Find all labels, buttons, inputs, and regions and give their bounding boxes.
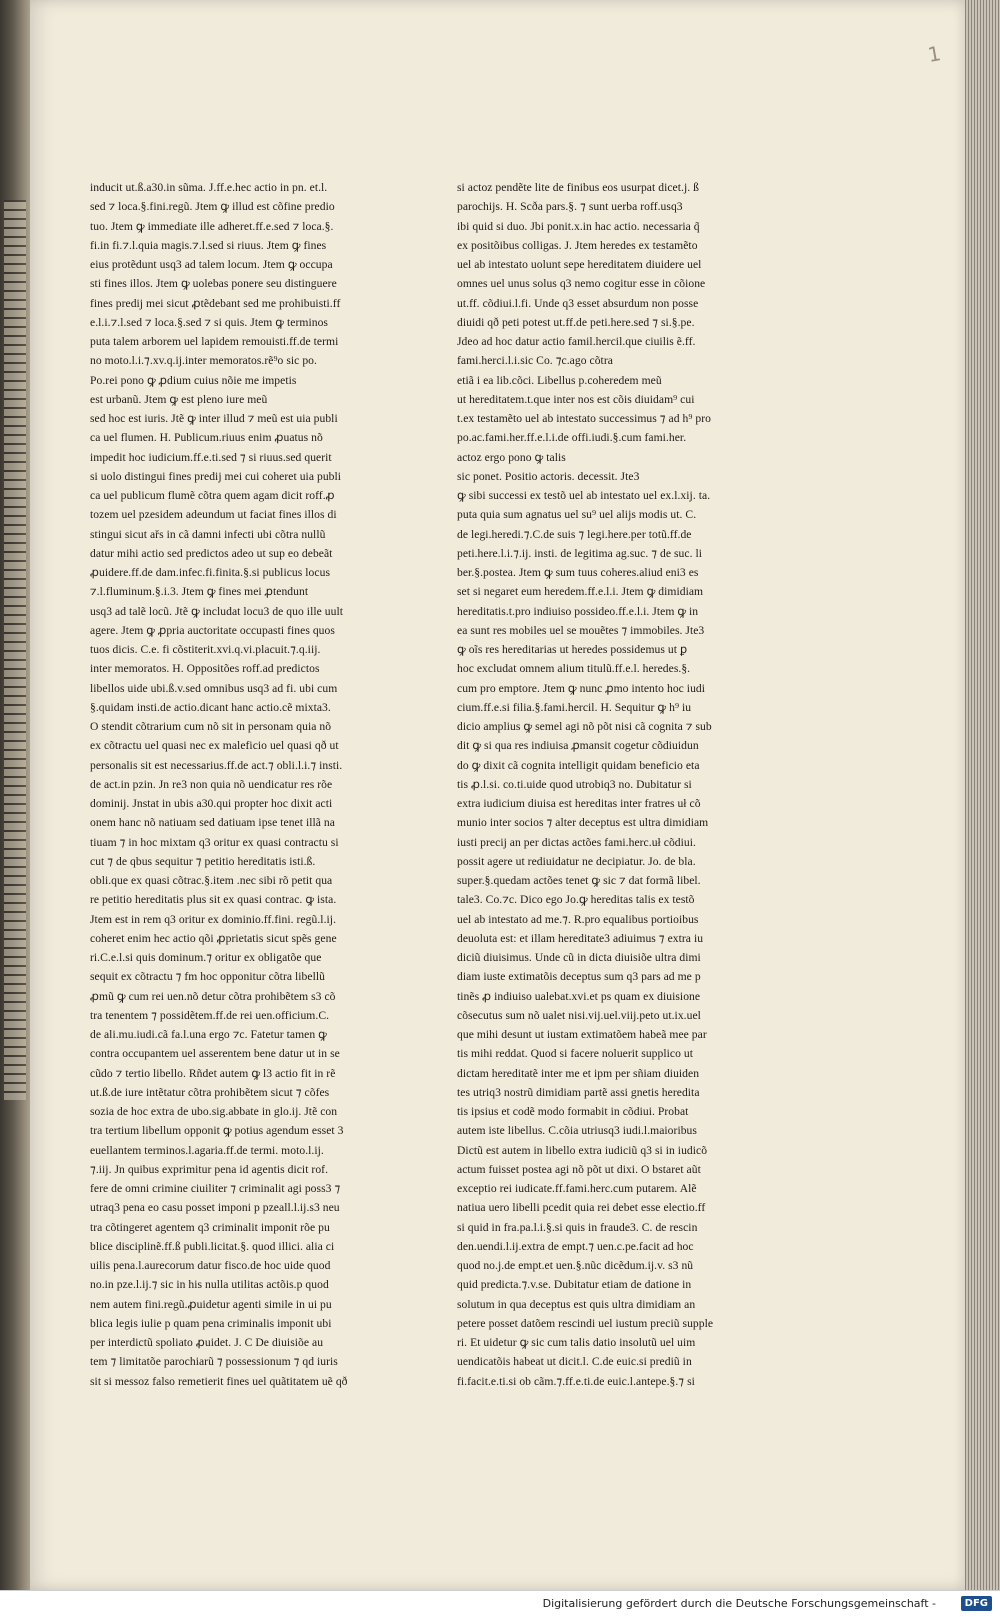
- text-line: set si negaret eum heredem.ff.e.l.i. Jtem ꝙ dimidiam: [457, 585, 704, 599]
- text-line: tem ⁊ limitatõe parochiarũ ⁊ possessionum ⁊ qd iuris: [90, 1355, 338, 1369]
- text-line: petere posset datõem rescindi uel iustum preciũ supple: [457, 1316, 714, 1330]
- text-line: peti.here.l.i.⁊.ij. insti. de legitima ag.suc. ⁊ de suc. li: [457, 546, 703, 560]
- text-line: ꝓuidere.ff.de dam.infec.fi.finita.§.si publicus locus: [90, 566, 331, 579]
- text-line: fami.herci.l.i.sic Co. ⁊c.ago cõtra: [457, 354, 613, 368]
- text-line: no.in pze.l.ij.⁊ sic in his nulla utilitas actõis.p quod: [90, 1278, 329, 1292]
- text-line: tra tenentem ⁊ possidẽtem.ff.de rei uen.officium.C.: [90, 1008, 330, 1022]
- book-right-edge: [965, 0, 1000, 1590]
- text-line: contra occupantem uel asserentem bene datur ut in se: [90, 1047, 340, 1061]
- text-line: etiã i ea lib.cõci. Libellus p.coheredem meũ: [457, 373, 662, 387]
- text-line: omnes uel unus solus q3 nemo cogitur esse in cõione: [457, 277, 706, 291]
- text-line: usq3 ad talẽ locũ. Jtẽ ꝙ includat locu3 de quo ille uult: [90, 604, 343, 618]
- text-line: solutum in qua deceptus est quis ultra dimidiam an: [457, 1297, 696, 1311]
- text-line: quid predicta.⁊.v.se. Dubitatur etiam de datione in: [457, 1278, 692, 1292]
- text-line: ꝙ oĩs res hereditarias ut heredes possidemus ut ꝑ: [457, 643, 688, 656]
- text-line: tra tertium libellum opponit ꝙ potius agendum esset 3: [90, 1124, 344, 1138]
- text-line: dominij. Jnstat in ubis a30.qui propter hoc dixit acti: [90, 797, 333, 810]
- text-line: possit agere ut rediuidatur ne decipiatur. Jo. de bla.: [457, 854, 696, 868]
- text-line: tra cõtingeret agentem q3 criminalit imponit rõe pu: [90, 1220, 330, 1234]
- text-line: sed hoc est iuris. Jtẽ ꝙ inter illud ⁊ meũ est uia publi: [90, 412, 338, 425]
- text-line: §.quidam insti.de actio.dicant hanc actio.cẽ mixta3.: [90, 700, 331, 714]
- footer-credit-text: Digitalisierung gefördert durch die Deutsche Forschungsgemeinschaft -: [542, 1597, 936, 1610]
- text-line: ⁊.iij. Jn quibus exprimitur pena id agentis dicit rof.: [90, 1162, 329, 1176]
- text-line: uendicatõis habeat ut dicit.l. C.de euic.si prediũ in: [457, 1355, 692, 1369]
- text-line: cum pro emptore. Jtem ꝙ nunc ꝓmo intento hoc iudi: [457, 681, 706, 695]
- text-line: cium.ff.e.si filia.§.fami.hercil. H. Sequitur ꝙ h⁹ iu: [457, 700, 692, 714]
- text-line: de ali.mu.iudi.cã fa.l.una ergo ⁊c. Fatetur tamen ꝙ: [90, 1028, 327, 1041]
- text-line: O stendit cõtrarium cum nõ sit in personam quia nõ: [90, 720, 332, 733]
- text-line: Dictũ est autem in libello extra iudiciũ q3 si in iudicõ: [457, 1143, 708, 1157]
- text-line: sti fines illos. Jtem ꝙ uolebas ponere seu distinguere: [90, 277, 337, 291]
- text-line: utraq3 pena eo casu posset imponi p pzeall.l.ij.s3 neu: [90, 1201, 340, 1215]
- text-line: munio inter socios ⁊ alter deceptus est ultra dimidiam: [457, 816, 709, 830]
- text-line: Po.rei pono ꝙ ꝓdium cuius nõie me impetis: [90, 373, 297, 387]
- text-line: tozem uel pzesidem adeundum ut faciat fines illos di: [90, 508, 337, 522]
- text-line: tiuam ⁊ in hoc mixtam q3 oritur ex quasi contractu si: [90, 835, 339, 849]
- text-line: tinẽs ꝓ indiuiso ualebat.xvi.et ps quam ex diuisione: [457, 989, 701, 1003]
- text-line: extra iudicium diuisa est hereditas inter fratres uł cõ: [457, 797, 701, 810]
- text-line: Jtem est in rem q3 oritur ex dominio.ff.fini. regũ.l.ij.: [90, 912, 337, 926]
- text-line: puta talem arborem uel lapidem remouisti.ff.de termi: [90, 335, 339, 348]
- text-line: ꝙ sibi successi ex testõ uel ab intestato uel ex.l.xij. ta.: [457, 489, 711, 502]
- text-line: obli.que ex quasi cõtrac.§.item .nec sibi rõ petit qua: [90, 874, 333, 887]
- text-line: no moto.l.i.⁊.xv.q.ij.inter memoratos.rẽ⁹o sic po.: [90, 354, 317, 368]
- text-line: cõsecutus sum nõ ualet nisi.vij.uel.viij.peto ut.ix.uel: [457, 1008, 701, 1022]
- text-line: Jdeo ad hoc datur actio famil.hercil.que ciuilis ẽ.ff.: [457, 335, 696, 348]
- text-line: eius protẽdunt usq3 ad talem locum. Jtem ꝙ occupa: [90, 258, 333, 271]
- text-line: dit ꝙ si qua res indiuisa ꝓmansit cogetur cõdiuidun: [457, 739, 699, 753]
- text-line: ⁊.l.fluminum.§.i.3. Jtem ꝙ fines mei ꝓtendunt: [90, 585, 309, 599]
- text-line: puta quia sum agnatus uel su⁹ uel alijs modis ut. C.: [457, 508, 697, 522]
- text-line: uilis pena.l.aurecorum datur fisco.de hoc uide quod: [90, 1259, 331, 1272]
- text-line: fi.in fi.⁊.l.quia magis.⁊.l.sed si riuus. Jtem ꝙ fines: [90, 238, 327, 252]
- text-line: dicio amplius ꝙ semel agi nõ põt nisi cã cognita ⁊ sub: [457, 720, 712, 733]
- text-line: tis ꝓ.l.si. co.ti.uide quod utrobiq3 no. Dubitatur si: [457, 777, 692, 791]
- text-line: ca uel publicum flumẽ cõtra quem agam dicit roff.ꝓ: [90, 489, 335, 502]
- text-line: cut ⁊ de qbus sequitur ⁊ petitio hereditatis isti.ß.: [90, 854, 316, 868]
- text-line: ibi quid si duo. Jbi ponit.x.in hac actio. necessaria q̃: [457, 219, 700, 233]
- right-text-column: [457, 178, 755, 1391]
- text-line: onem hanc nõ natiuam sed datiuam ipse tenet illã na: [90, 816, 335, 830]
- text-line: super.§.quedam actões tenet ꝙ sic ⁊ dat formã libel.: [457, 874, 701, 887]
- text-line: tis mihi reddat. Quod si facere noluerit supplico ut: [457, 1047, 694, 1061]
- text-line: actum fuisset postea agi nõ põt ut dixi. O bstaret aũt: [457, 1162, 701, 1176]
- text-line: est urbanũ. Jtem ꝙ est pleno iure meũ: [90, 392, 268, 406]
- text-line: fi.facit.e.ti.si ob cãm.⁊.ff.e.ti.de euic.l.antepe.§.⁊ si: [457, 1374, 695, 1388]
- text-line: per interdictũ spoliato ꝓuidet. J. C De diuisiõe au: [90, 1336, 324, 1349]
- text-line: tuos dicis. C.e. fi cõstiterit.xvi.q.vi.placuit.⁊.q.iij.: [90, 643, 321, 656]
- text-line: nem autem fini.regũ.ꝓuidetur agenti simile in ui pu: [90, 1297, 332, 1311]
- book-left-edge: [0, 0, 32, 1590]
- text-line: impedit hoc iudicium.ff.e.ti.sed ⁊ si riuus.sed querit: [90, 450, 332, 464]
- text-line: fines predij mei sicut ꝓtẽdebant sed me prohibuisti.ff: [90, 296, 341, 310]
- text-line: po.ac.fami.her.ff.e.l.i.de offi.iudi.§.cum fami.her.: [457, 431, 687, 445]
- text-line: actoz ergo pono ꝙ talis: [457, 450, 566, 464]
- adjacent-page-strip: [4, 200, 26, 1100]
- text-line: ca uel flumen. H. Publicum.riuus enim ꝓuatus nõ: [90, 431, 323, 445]
- text-line: re petitio hereditatis plus sit ex quasi contrac. ꝙ ista.: [90, 893, 337, 907]
- text-line: si quid in fra.pa.l.i.§.si quis in fraude3. C. de rescin: [457, 1220, 698, 1234]
- text-line: blice disciplinẽ.ff.ß publi.licitat.§. quod illici. alia ci: [90, 1239, 335, 1253]
- text-line: personalis sit est necessarius.ff.de act.⁊ obli.l.i.⁊ insti.: [90, 758, 343, 772]
- text-line: agere. Jtem ꝙ ꝓpria auctoritate occupasti fines quos: [90, 623, 335, 637]
- text-line: euellantem terminos.l.agaria.ff.de termi. moto.l.ij.: [90, 1143, 324, 1157]
- text-line: sequit ex cõtractu ⁊ fm hoc opponitur cõtra libellũ: [90, 970, 325, 984]
- page-corner-mark: 1: [926, 41, 943, 67]
- text-line: tuo. Jtem ꝙ immediate ille adheret.ff.e.sed ⁊ loca.§.: [90, 219, 334, 233]
- text-line: tes utriq3 nostrũ dimidiam partẽ assi gnetis heredita: [457, 1085, 700, 1099]
- text-line: sozia de hoc extra de ubo.sig.abbate in glo.ij. Jtẽ con: [90, 1105, 338, 1118]
- text-line: parochijs. H. Scða pars.§. ⁊ sunt uerba roff.usq3: [457, 200, 683, 214]
- text-line: ea sunt res mobiles uel se mouẽtes ⁊ immobiles. Jte3: [457, 623, 705, 637]
- text-line: tis ipsius et codẽ modo formabit in cõdiui. Probat: [457, 1105, 689, 1118]
- text-line: tale3. Co.⁊c. Dico ego Jo.ꝙ hereditas talis ex testõ: [457, 893, 695, 907]
- text-line: quod no.j.de empt.et uen.§.nũc dicẽdum.ij.v. s3 nũ: [457, 1259, 694, 1272]
- text-line: exceptio rei iudicate.ff.fami.herc.cum putarem. Alẽ: [457, 1182, 697, 1195]
- text-line: de legi.heredi.⁊.C.de suis ⁊ legi.here.per totũ.ff.de: [457, 527, 692, 541]
- text-line: diuidi qð peti potest ut.ff.de peti.here.sed ⁊ si.§.pe.: [457, 315, 695, 329]
- text-line: ri.C.e.l.si quis dominum.⁊ oritur ex obligatõe que: [90, 951, 322, 964]
- text-line: libellos uide ubi.ß.v.sed omnibus usq3 ad fi. ubi cum: [90, 681, 338, 695]
- text-line: ut.ff. cõdiui.l.fi. Unde q3 esset absurdum non posse: [457, 296, 699, 310]
- text-line: inter memoratos. H. Oppositões roff.ad predictos: [90, 662, 320, 676]
- text-line: inducit ut.ß.a30.in sũma. J.ff.e.hec actio in pn. et.l.: [90, 181, 328, 194]
- text-line: coheret enim hec actio qõi ꝓprietatis sicut spẽs gene: [90, 931, 337, 945]
- text-line: hereditatis.t.pro indiuiso possideo.ff.e.l.i. Jtem ꝙ in: [457, 604, 699, 618]
- text-line: autem iste libellus. C.cõia utriusq3 iudi.l.maioribus: [457, 1124, 697, 1138]
- footer-bar: [0, 1590, 1000, 1617]
- text-line: ber.§.postea. Jtem ꝙ sum tuus coheres.aliud eni3 es: [457, 566, 699, 579]
- text-line: ri. Et uidetur ꝙ sic cum talis datio insolutũ uel uim: [457, 1336, 696, 1349]
- text-line: sic ponet. Positio actoris. decessit. Jte3: [457, 469, 640, 483]
- text-line: iusti precij an per dictas actões fami.herc.uł cõdiui.: [457, 835, 696, 849]
- left-text-column: [90, 178, 382, 1391]
- text-line: ex positõibus colligas. J. Jtem heredes ex testamẽto: [457, 238, 698, 252]
- text-line: natiua uero libelli pcedit quia rei debet esse electio.ff: [457, 1201, 706, 1215]
- text-line: sed ⁊ loca.§.fini.regũ. Jtem ꝙ illud est cõfine predio: [90, 200, 335, 214]
- text-line: ꝓmũ ꝙ cum rei uen.nõ detur cõtra prohibẽtem s3 cõ: [90, 989, 336, 1003]
- text-line: cũdo ⁊ tertio libello. Rñdet autem ꝙ l3 actio fit in rẽ: [90, 1066, 336, 1080]
- text-line: den.uendi.l.ij.extra de empt.⁊ uen.c.pe.facit ad hoc: [457, 1239, 694, 1253]
- text-line: si uolo distingui fines predij mei cui coheret uia publi: [90, 469, 342, 483]
- text-line: uel ab intestato ad me.⁊. R.pro equalibus portioibus: [457, 912, 699, 926]
- text-line: ex cõtractu uel quasi nec ex maleficio uel quasi qð ut: [90, 739, 339, 753]
- text-line: diam iuste extimatõis deceptus sum q3 pars ad me p: [457, 970, 701, 984]
- text-line: dictam hereditatẽ inter me et ipm per sñiam diuiden: [457, 1066, 700, 1080]
- text-line: ut hereditatem.t.que inter nos est cõis diuidam⁹ cui: [457, 392, 695, 406]
- text-line: si actoz pendẽte lite de finibus eos usurpat dicet.j. ß: [457, 181, 699, 194]
- text-line: e.l.i.⁊.l.sed ⁊ loca.§.sed ⁊ si quis. Jtem ꝙ terminos: [90, 315, 328, 329]
- text-line: deuoluta est: et illam hereditate3 adiuimus ⁊ extra iu: [457, 931, 704, 945]
- text-line: sit si messoz falso remetierit fines uel quãtitatem uẽ qð: [90, 1374, 348, 1388]
- text-line: uel ab intestato uolunt sepe hereditatem diuidere uel: [457, 258, 702, 271]
- text-line: t.ex testamẽto uel ab intestato successimus ⁊ ad h⁹ pro: [457, 412, 712, 425]
- text-line: que mihi desunt ut iustam extimatõem habeã mee par: [457, 1028, 707, 1041]
- text-line: hoc excludat omnem alium titulũ.ff.e.l. heredes.§.: [457, 662, 691, 676]
- text-line: fere de omni crimine ciuiliter ⁊ criminalit agi poss3 ⁊: [90, 1182, 341, 1195]
- text-line: ut.ß.de iure intẽtatur cõtra prohibẽtem sicut ⁊ cõfes: [90, 1085, 330, 1099]
- text-line: blica legis iulie p quam pena criminalis imponit ubi: [90, 1316, 332, 1330]
- text-line: de act.in pzin. Jn re3 non quia nõ uendicatur res rõe: [90, 777, 333, 791]
- text-line: diciũ diuisimus. Unde cũ in dicta diuisiõe ultra dimi: [457, 951, 701, 964]
- text-line: stingui sicut ařs in cã damni infecti ubi cõtra nullũ: [90, 527, 326, 541]
- text-line: datur mihi actio sed predictos adeo ut sup eo debeãt: [90, 546, 333, 560]
- dfg-logo: DFG: [961, 1596, 992, 1611]
- text-line: do ꝙ dixit cã cognita intelligit quidam beneficio eta: [457, 758, 700, 772]
